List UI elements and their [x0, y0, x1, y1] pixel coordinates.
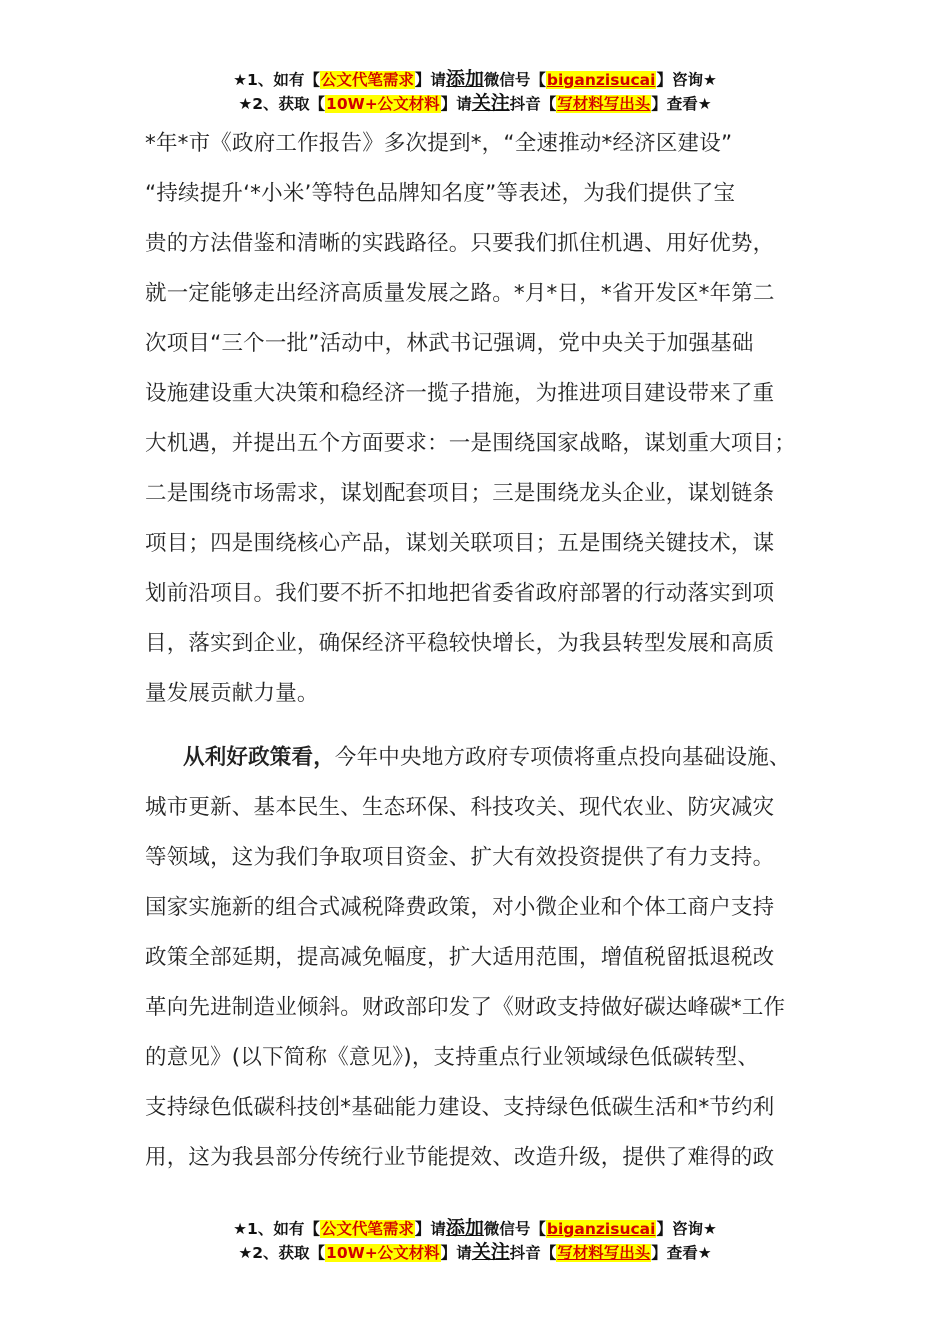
- text-line: 次项目“三个一批”活动中，林武书记强调，党中央关于加强基础: [145, 331, 754, 356]
- star-icon: ★: [238, 95, 253, 113]
- banner-highlight-service: 公文代笔需求: [320, 1220, 414, 1238]
- text-line: 革向先进制造业倾斜。财政部印发了《财政支持做好碳达峰碳*工作: [145, 995, 786, 1020]
- text-line-first: 从利好政策看，今年中央地方政府专项债将重点投向基础设施、: [183, 745, 791, 770]
- banner-emphasis: 关注: [471, 92, 510, 114]
- banner-wechat-id: biganzisucai: [546, 1220, 656, 1238]
- text-line: 二是围绕市场需求，谋划配套项目；三是围绕龙头企业，谋划链条: [145, 481, 775, 506]
- text-line: 等领域，这为我们争取项目资金、扩大有效投资提供了有力支持。: [145, 845, 775, 870]
- text-line: “持续提升‘*小米’等特色品牌知名度”等表述，为我们提供了宝: [145, 181, 736, 206]
- banner-emphasis: 添加: [445, 68, 484, 90]
- header-banner: [0, 68, 950, 116]
- banner-line-2: ★2、获取【10W+公文材料】请关注抖音【写材料写出头】查看★: [238, 92, 712, 114]
- document-body: [145, 124, 815, 1188]
- text-line: 国家实施新的组合式减税降费政策，对小微企业和个体工商户支持: [145, 895, 775, 920]
- text-line: 目，落实到企业，确保经济平稳较快增长，为我县转型发展和高质: [145, 631, 775, 656]
- text-line: 城市更新、基本民生、生态环保、科技攻关、现代农业、防灾减灾: [145, 795, 775, 820]
- paragraph-1: [145, 124, 815, 724]
- banner-highlight-materials: 10W+公文材料: [326, 95, 440, 113]
- banner-douyin-account: 写材料写出头: [557, 1244, 651, 1262]
- text-line: 的意见》(以下简称《意见》)，支持重点行业领域绿色低碳转型、: [145, 1045, 760, 1070]
- banner-wechat-id: biganzisucai: [546, 71, 656, 89]
- text-line: 设施建设重大决策和稳经济一揽子措施，为推进项目建设带来了重: [145, 381, 775, 406]
- text-line: *年*市《政府工作报告》多次提到*，“全速推动*经济区建设”: [145, 131, 733, 156]
- banner-line-2: ★2、获取【10W+公文材料】请关注抖音【写材料写出头】查看★: [238, 1241, 712, 1263]
- text-line: 用，这为我县部分传统行业节能提效、改造升级，提供了难得的政: [145, 1145, 775, 1170]
- text-line: 项目；四是围绕核心产品，谋划关联项目；五是围绕关键技术，谋: [145, 531, 775, 556]
- banner-emphasis: 关注: [471, 1241, 510, 1263]
- banner-line-1: ★1、如有【公文代笔需求】请添加微信号【biganzisucai】咨询★: [233, 1217, 717, 1239]
- text-line: 支持绿色低碳科技创*基础能力建设、支持绿色低碳生活和*节约利: [145, 1095, 775, 1120]
- text-line: 量发展贡献力量。: [145, 681, 319, 706]
- banner-line-1: ★1、如有【公文代笔需求】请添加微信号【biganzisucai】咨询★: [233, 68, 717, 90]
- text-line: 贵的方法借鉴和清晰的实践路径。只要我们抓住机遇、用好优势，: [145, 231, 775, 256]
- text-line: 划前沿项目。我们要不折不扣地把省委省政府部署的行动落实到项: [145, 581, 775, 606]
- banner-emphasis: 添加: [445, 1217, 484, 1239]
- star-icon: ★: [238, 1244, 253, 1262]
- paragraph-2: [145, 738, 815, 1188]
- text-line: 大机遇，并提出五个方面要求：一是围绕国家战略，谋划重大项目；: [145, 431, 797, 456]
- paragraph-gap: [145, 724, 815, 738]
- banner-highlight-service: 公文代笔需求: [320, 71, 414, 89]
- footer-banner: [0, 1217, 950, 1265]
- star-icon: ★: [233, 71, 248, 89]
- star-icon: ★: [233, 1220, 248, 1238]
- paragraph-lead: 从利好政策看，: [183, 745, 335, 770]
- banner-douyin-account: 写材料写出头: [557, 95, 651, 113]
- banner-highlight-materials: 10W+公文材料: [326, 1244, 440, 1262]
- text-line: 就一定能够走出经济高质量发展之路。*月*日，*省开发区*年第二: [145, 281, 775, 306]
- text-line: 政策全部延期，提高减免幅度，扩大适用范围，增值税留抵退税改: [145, 945, 775, 970]
